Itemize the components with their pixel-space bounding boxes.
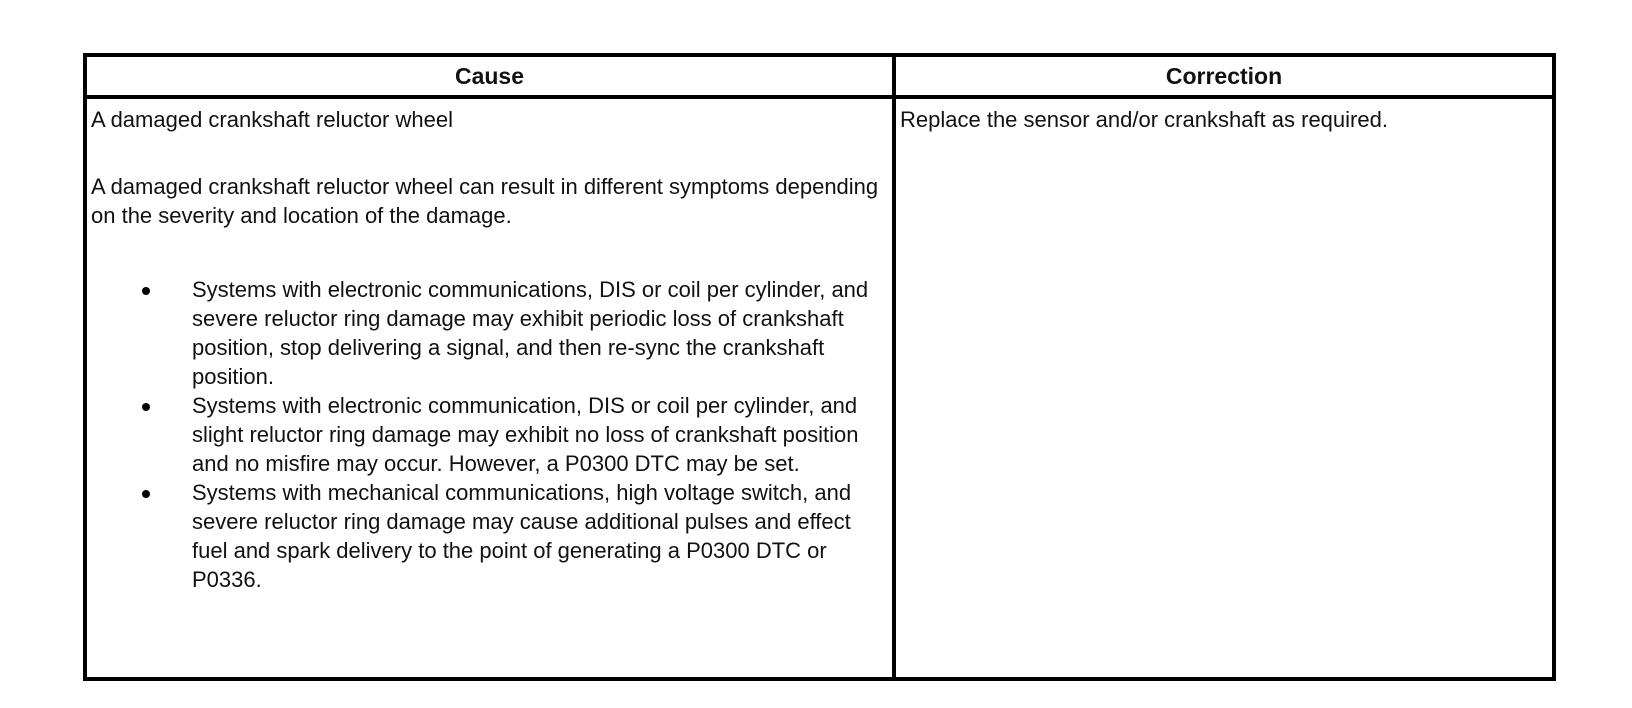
cause-description: A damaged crankshaft reluctor wheel can result in different symptoms depending on the severity and location of the damage. [91, 174, 879, 228]
bullet-icon [142, 403, 150, 411]
correction-text: Replace the sensor and/or crankshaft as required. [900, 107, 1388, 132]
symptom-item [192, 275, 888, 391]
cause-title: A damaged crankshaft reluctor wheel [91, 107, 453, 132]
table-row [85, 97, 1554, 679]
cause-cell [85, 97, 894, 679]
correction-cell [894, 97, 1554, 679]
symptom-list [91, 275, 888, 594]
symptom-text: Systems with mechanical communications, high voltage switch, and severe reluctor ring damage may cause additional pulses and effect fuel and spark delivery to the point of generating a P0300 DTC or P0336. [192, 480, 852, 592]
symptom-item [192, 391, 888, 478]
table-header-row [85, 55, 1554, 97]
correction-header: Correction [894, 55, 1554, 97]
cause-header: Cause [85, 55, 894, 97]
bullet-icon [142, 490, 150, 498]
cause-correction-table [83, 53, 1556, 681]
symptom-text: Systems with electronic communications, DIS or coil per cylinder, and severe reluctor ring damage may exhibit periodic loss of crankshaft position, stop delivering a signal, and then re-sync the crankshaft position. [192, 277, 869, 389]
bullet-icon [142, 287, 150, 295]
symptom-text: Systems with electronic communication, DIS or coil per cylinder, and slight reluctor ring damage may exhibit no loss of crankshaft position and no misfire may occur. However, a P0300 DTC may be set. [192, 393, 859, 476]
symptom-item [192, 478, 888, 594]
